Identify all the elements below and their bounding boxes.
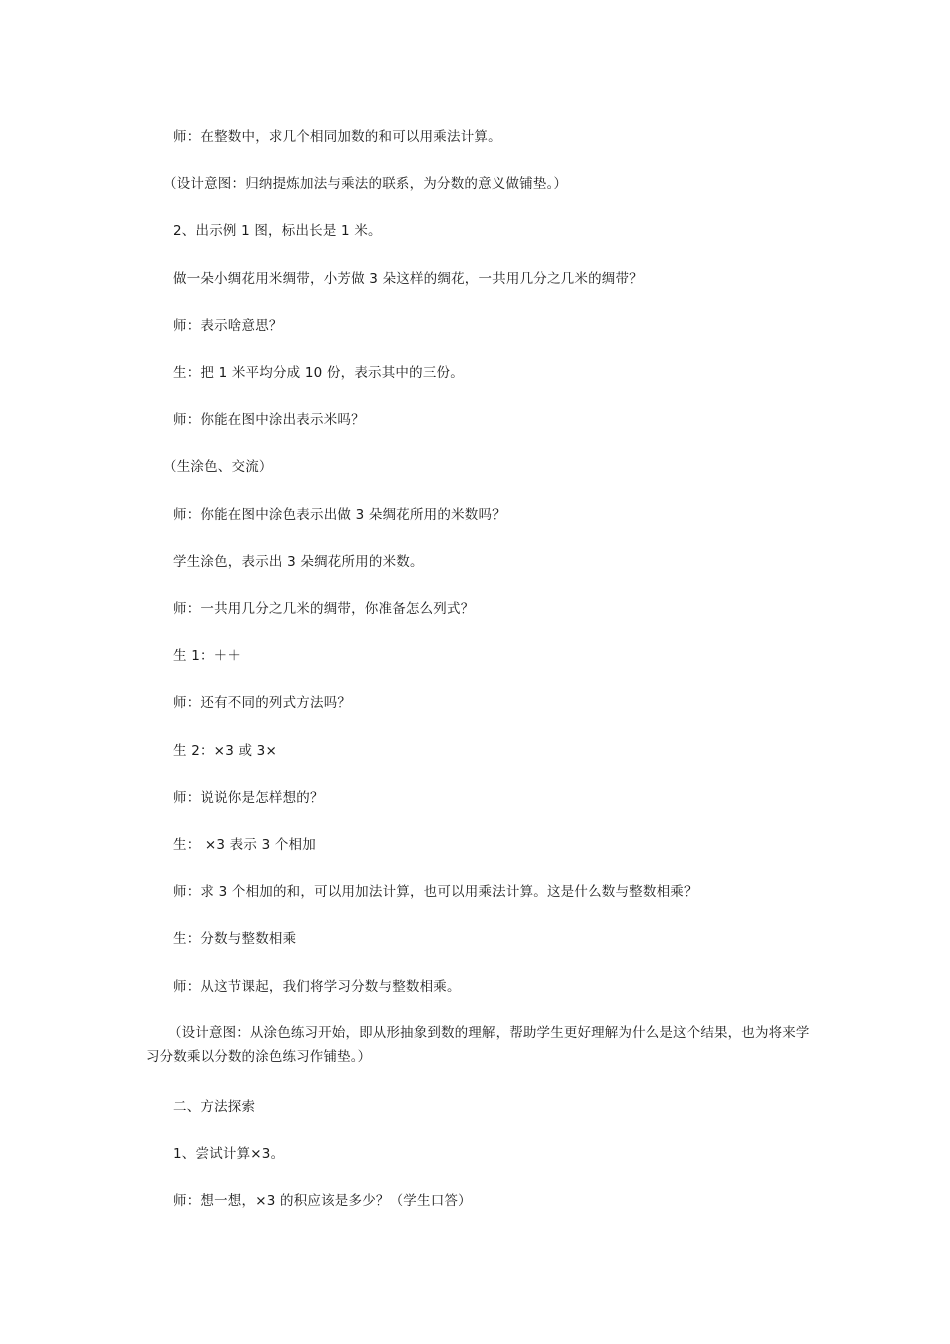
paragraph-teacher-formula-question: 师：一共用几分之几米的绸带，你准备怎么列式？ [173, 601, 475, 617]
paragraph-teacher-shade-question: 师：你能在图中涂出表示米吗？ [173, 412, 365, 428]
paragraph-teacher-question-meaning: 师：表示啥意思？ [173, 318, 283, 334]
paragraph-students-shade-three: 学生涂色，表示出 3 朵绸花所用的米数。 [173, 554, 424, 570]
paragraph-example-1: 2、出示例 1 图，标出长是 1 米。 [173, 223, 382, 239]
section-heading-method-exploration: 二、方法探索 [173, 1099, 256, 1115]
paragraph-student-answer-meaning: 生：把 1 米平均分成 10 份，表示其中的三份。 [173, 365, 464, 381]
paragraph-student-2-answer: 生 2：×3 或 3× [173, 743, 277, 759]
paragraph-teacher-shade-three: 师：你能在图中涂色表示出做 3 朵绸花所用的米数吗？ [173, 507, 506, 523]
paragraph-teacher-explain: 师：说说你是怎样想的？ [173, 790, 324, 806]
paragraph-teacher-lesson-intro: 师：从这节课起，我们将学习分数与整数相乘。 [173, 979, 461, 995]
paragraph-try-calculate: 1、尝试计算×3。 [173, 1146, 285, 1162]
paragraph-teacher-what-multiplication: 师：求 3 个相加的和，可以用加法计算，也可以用乘法计算。这是什么数与整数相乘？ [173, 884, 698, 900]
paragraph-student-fraction-integer: 生：分数与整数相乘 [173, 931, 297, 947]
paragraph-teacher-think-product: 师：想一想，×3 的积应该是多少？（学生口答） [173, 1193, 472, 1209]
paragraph-ribbon-problem: 做一朵小绸花用米绸带，小芳做 3 朵这样的绸花，一共用几分之几米的绸带？ [173, 271, 643, 287]
paragraph-student-1-answer: 生 1：＋＋ [173, 648, 242, 664]
paragraph-design-intent-2: （设计意图：从涂色练习开始，即从形抽象到数的理解，帮助学生更好理解为什么是这个结果，也为将来学习分数乘以分数的涂色练习作铺垫。） [146, 1025, 810, 1065]
paragraph-teacher-multiplication-rule: 师：在整数中，求几个相同加数的和可以用乘法计算。 [173, 129, 502, 145]
paragraph-student-shading: （生涂色、交流） [163, 459, 273, 475]
paragraph-student-explanation: 生： ×3 表示 3 个相加 [173, 837, 316, 853]
paragraph-teacher-other-methods: 师：还有不同的列式方法吗？ [173, 695, 352, 711]
paragraph-design-intent-1: （设计意图：归纳提炼加法与乘法的联系，为分数的意义做铺垫。） [163, 176, 568, 192]
